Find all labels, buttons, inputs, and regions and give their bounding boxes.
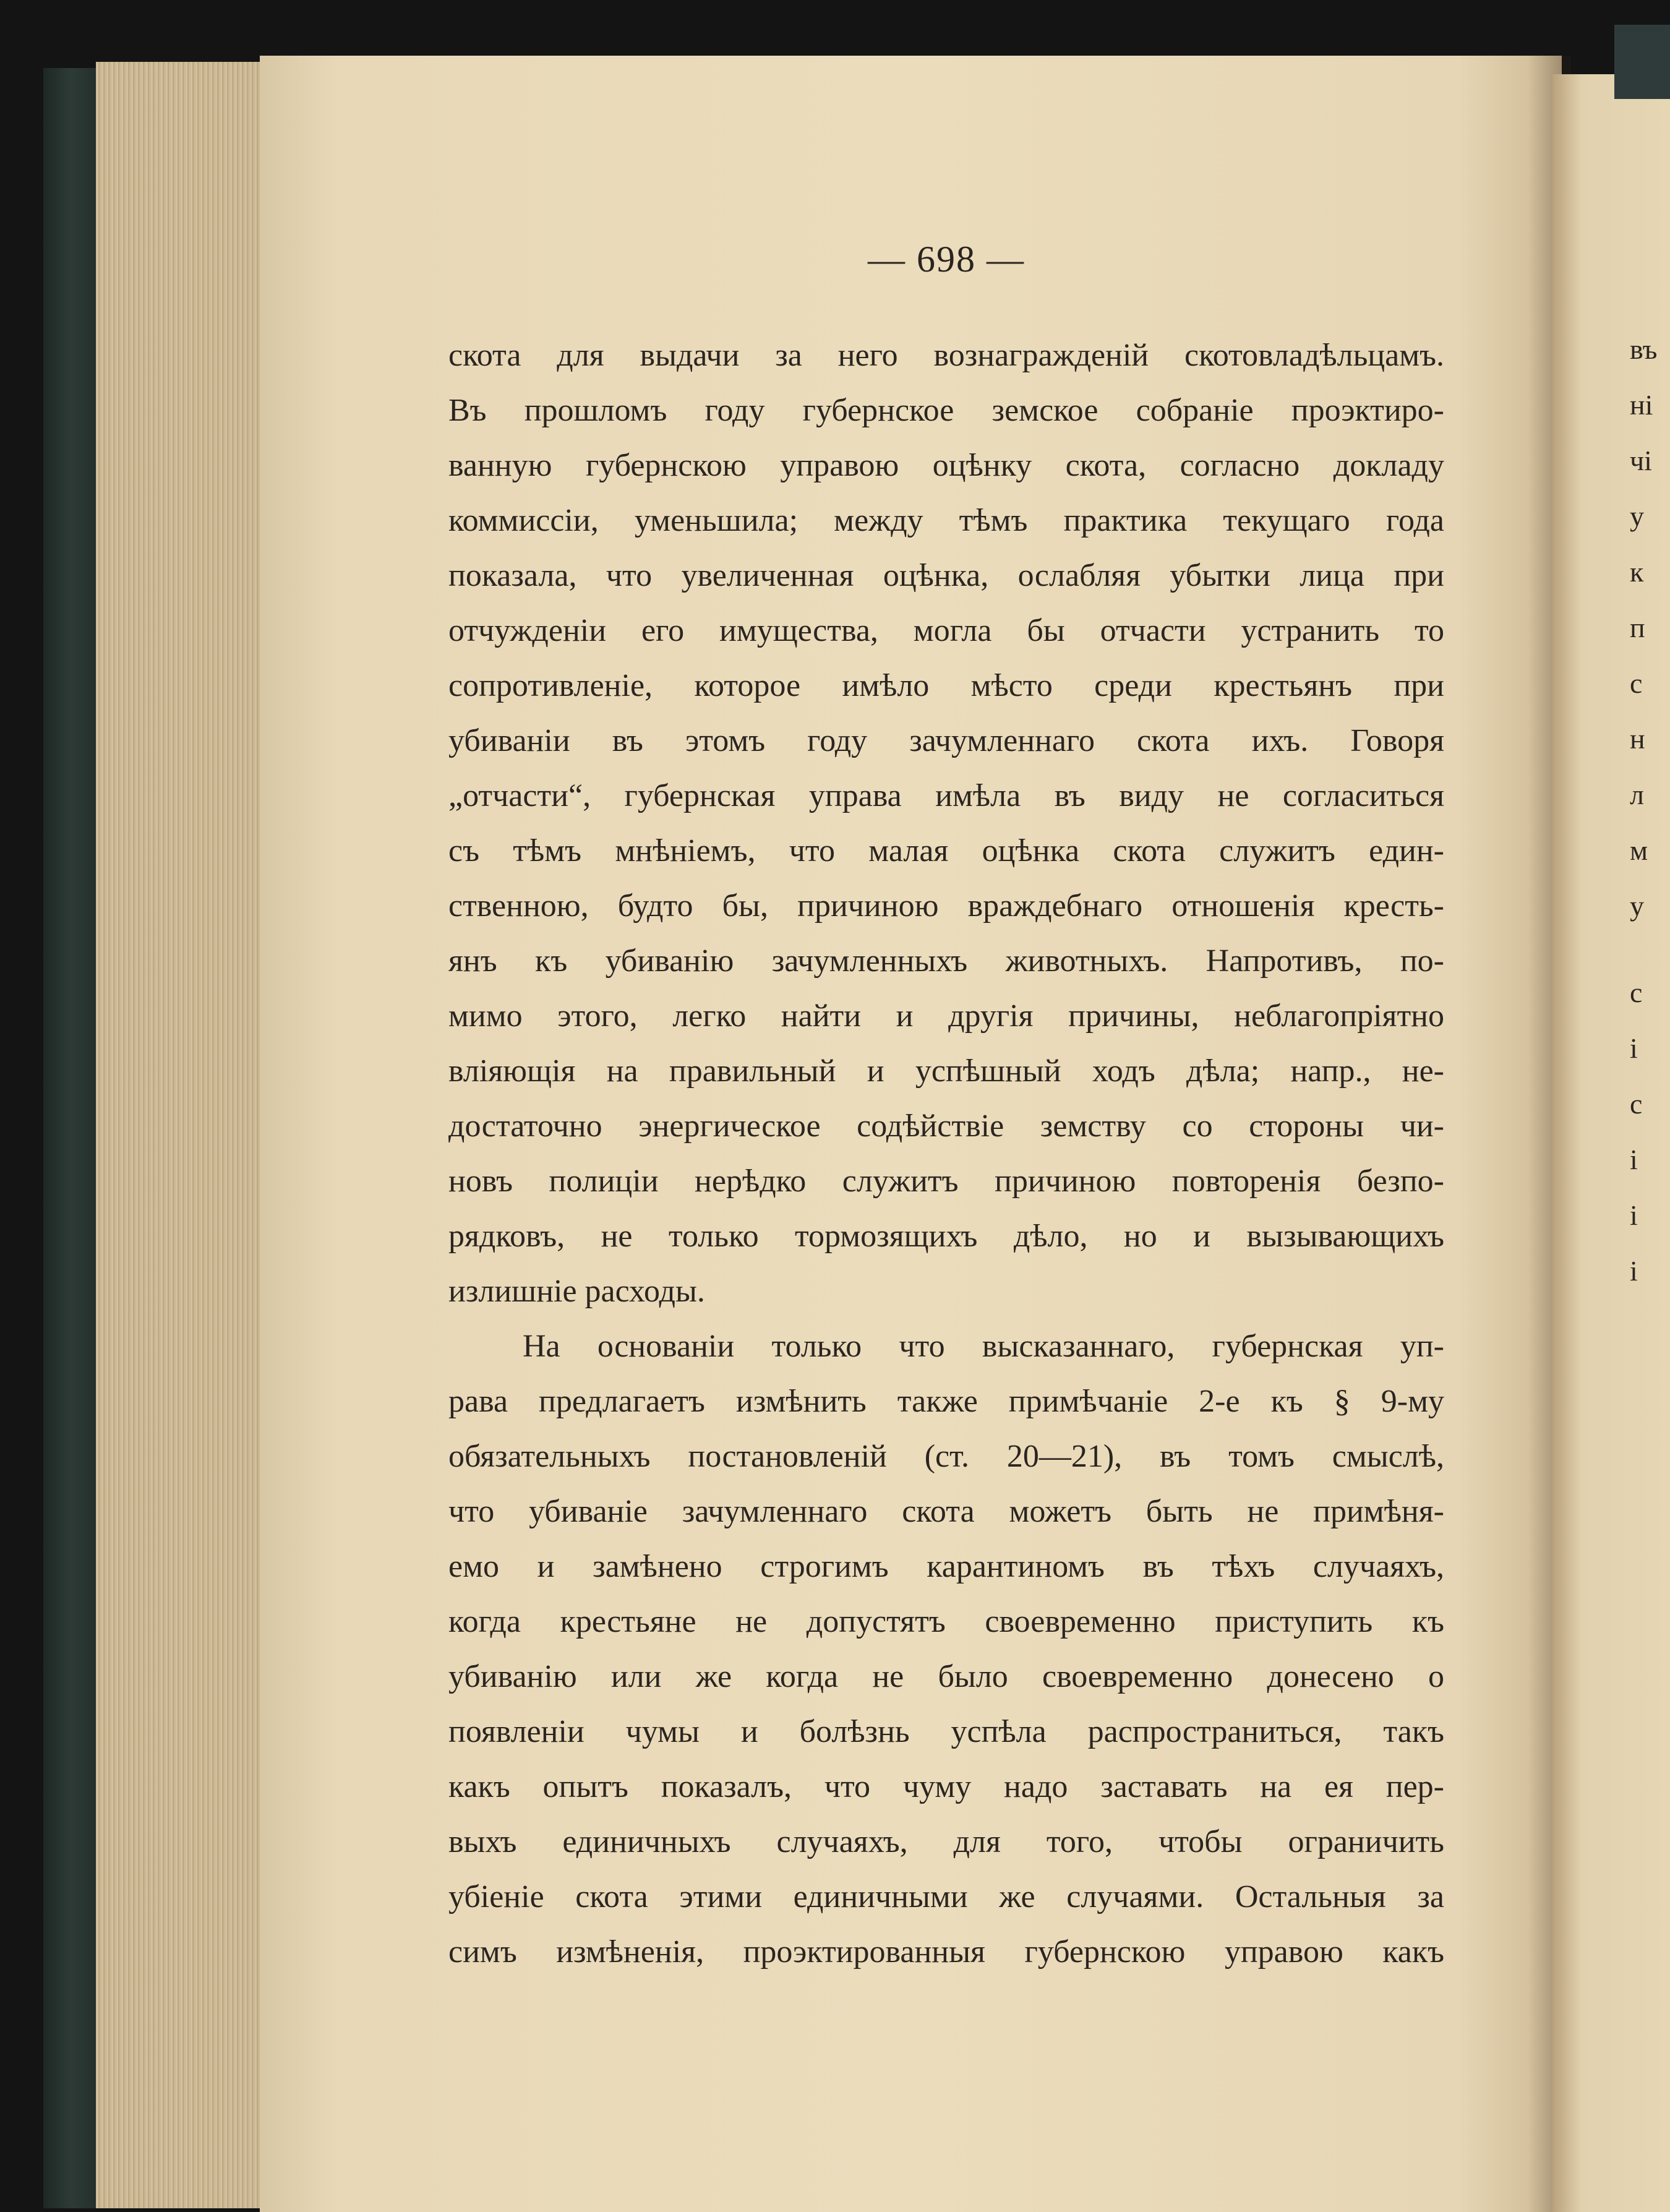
text-line: выхъ единичныхъ случаяхъ, для того, чтобы ограничить [448,1824,1444,1859]
next-page-fragment: м [1630,834,1648,866]
body-text [448,328,1444,1979]
text-line: рядковъ, не только тормозящихъ дѣло, но и вызывающихъ [448,1219,1444,1254]
text-line: убиваніи въ этомъ году зачумленнаго скота ихъ. Говоря [448,723,1444,758]
page-number: — 698 — [868,239,1025,280]
text-line: На основаніи только что высказаннаго, губернская уп- [523,1329,1444,1364]
next-page-fragment: і [1630,1199,1638,1231]
text-line: новъ полиціи нерѣдко служитъ причиною повторенія безпо- [448,1164,1444,1199]
text-line: скота для выдачи за него вознагражденій скотовладѣльцамъ. [448,338,1444,373]
next-page-fragment: ні [1630,389,1653,421]
text-line: убіеніе скота этими единичными же случаями. Остальныя за [448,1879,1444,1914]
next-page-fragment: л [1630,779,1644,810]
next-page-fragment: і [1630,1144,1638,1175]
text-line: мимо этого, легко найти и другія причины, неблагопріятно [448,998,1444,1034]
text-line: ственною, будто бы, причиною враждебнаго отношенія кресть- [448,888,1444,924]
text-line: какъ опытъ показалъ, что чуму надо заставать на ея пер- [448,1769,1444,1804]
next-page-fragment: у [1630,500,1644,532]
next-page-fragment: і [1630,1255,1638,1287]
text-line: убиванію или же когда не было своевременно донесено о [448,1659,1444,1694]
text-line: коммиссіи, уменьшила; между тѣмъ практика текущаго года [448,503,1444,538]
text-line: „отчасти“, губернская управа имѣла въ виду не согласиться [448,778,1444,813]
text-line: обязательныхъ постановленій (ст. 20—21), въ томъ смыслѣ, [448,1439,1444,1474]
text-line: емо и замѣнено строгимъ карантиномъ въ тѣхъ случаяхъ, [448,1549,1444,1584]
text-line: сопротивленіе, которое имѣло мѣсто среди крестьянъ при [448,668,1444,703]
next-page-fragment: с [1630,1088,1643,1120]
text-line: достаточно энергическое содѣйствіе земству со стороны чи- [448,1108,1444,1144]
next-page-fragment: въ [1630,333,1658,365]
book-cover-edge [1614,25,1670,99]
text-line: симъ измѣненія, проэктированныя губернскою управою какъ [448,1934,1444,1970]
text-line: излишніе расходы. [448,1274,705,1309]
next-page-fragment: і [1630,1032,1638,1064]
next-page-fragment: к [1630,556,1644,588]
next-page-fragment: н [1630,723,1645,755]
text-line: съ тѣмъ мнѣніемъ, что малая оцѣнка скота служитъ един- [448,833,1444,868]
text-line: когда крестьяне не допустятъ своевременно приступить къ [448,1604,1444,1639]
text-line: ванную губернскою управою оцѣнку скота, согласно докладу [448,448,1444,483]
text-line: отчужденіи его имущества, могла бы отчасти устранить то [448,613,1444,648]
next-page-fragment: п [1630,612,1645,643]
next-page-fragment: чі [1630,445,1652,476]
next-page-fragment: с [1630,667,1643,699]
text-line: показала, что увеличенная оцѣнка, ослабляя убытки лица при [448,558,1444,593]
page-edges [96,62,281,2208]
text-line: Въ прошломъ году губернское земское собраніе проэктиро- [448,393,1444,428]
text-line: янъ къ убиванію зачумленныхъ животныхъ. Напротивъ, по- [448,943,1444,979]
text-line: вліяющія на правильный и успѣшный ходъ дѣла; напр., не- [448,1053,1444,1089]
next-page-edge [1552,74,1670,2212]
next-page-fragment: у [1630,890,1644,922]
next-page-fragment: с [1630,977,1643,1008]
text-line: рава предлагаетъ измѣнить также примѣчаніе 2-е къ § 9-му [448,1384,1444,1419]
text-line: что убиваніе зачумленнаго скота можетъ быть не примѣня- [448,1494,1444,1529]
text-line: появленіи чумы и болѣзнь успѣла распространиться, такъ [448,1714,1444,1749]
